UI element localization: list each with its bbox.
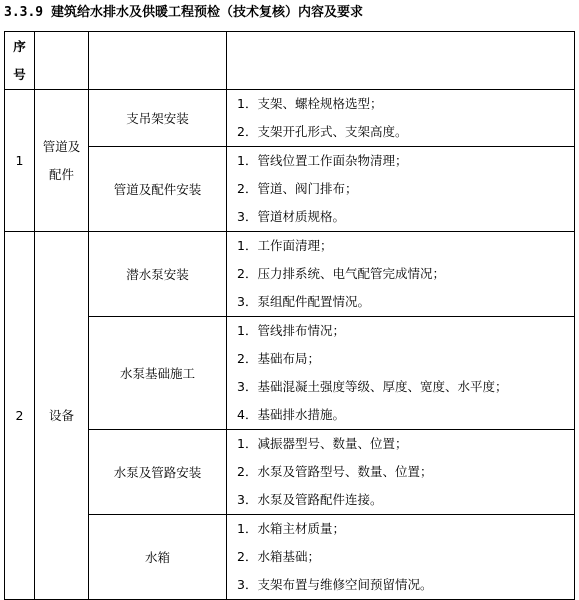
- requirement-line: 3．水泵及管路配件连接。: [237, 492, 383, 507]
- requirements-cell: [227, 147, 575, 232]
- requirement-line: 2．支架开孔形式、支架高度。: [237, 124, 408, 139]
- requirement-line: 2．水泵及管路型号、数量、位置；: [237, 464, 433, 479]
- group-category-cell: [35, 90, 89, 232]
- category-line1: 设备: [48, 407, 74, 423]
- requirements-cell: [227, 317, 575, 430]
- group-number-cell: 1: [5, 90, 35, 232]
- requirements-cell: [227, 430, 575, 515]
- item-name-cell: 水泵及管路安装: [89, 430, 227, 515]
- requirement-line: 3．泵组配件配置情况。: [237, 294, 370, 309]
- table-row: [5, 232, 575, 317]
- requirement-line: 2．水箱基础；: [237, 549, 320, 564]
- inspection-table: [4, 31, 575, 600]
- table-row: [5, 147, 575, 232]
- header-cell-category: [35, 32, 89, 90]
- header-no-line2: 号: [13, 66, 26, 82]
- group-number-cell: 2: [5, 232, 35, 600]
- requirement-line: 1．工作面清理；: [237, 238, 333, 253]
- requirement-line: 1．管线位置工作面杂物清理；: [237, 153, 408, 168]
- requirement-line: 1．减振器型号、数量、位置；: [237, 436, 408, 451]
- item-name-cell: 水箱: [89, 515, 227, 600]
- requirements-cell: [227, 232, 575, 317]
- requirement-line: 3．支架布置与维修空间预留情况。: [237, 577, 433, 592]
- requirements-cell: [227, 515, 575, 600]
- section-heading: 3.3.9 建筑给水排水及供暖工程预检（技术复核）内容及要求: [4, 5, 363, 20]
- category-line1: 管道及: [42, 138, 81, 154]
- item-name-cell: 支吊架安装: [89, 90, 227, 147]
- header-no-line1: 序: [13, 38, 26, 54]
- header-cell-requirements: [227, 32, 575, 90]
- category-line2: 配件: [48, 166, 74, 182]
- header-cell-item: [89, 32, 227, 90]
- item-name-cell: 水泵基础施工: [89, 317, 227, 430]
- requirement-line: 1．支架、螺栓规格选型；: [237, 96, 383, 111]
- requirement-line: 3．管道材质规格。: [237, 209, 345, 224]
- requirement-line: 2．管道、阀门排布；: [237, 181, 358, 196]
- requirement-line: 3．基础混凝土强度等级、厚度、宽度、水平度；: [237, 379, 508, 394]
- requirements-cell: [227, 90, 575, 147]
- requirement-line: 1．水箱主材质量；: [237, 521, 345, 536]
- item-name-cell: 潜水泵安装: [89, 232, 227, 317]
- item-name-cell: 管道及配件安装: [89, 147, 227, 232]
- table-row: [5, 90, 575, 147]
- table-row: [5, 317, 575, 430]
- requirement-line: 2．压力排系统、电气配管完成情况；: [237, 266, 445, 281]
- group-category-cell: [35, 232, 89, 600]
- table-row: [5, 430, 575, 515]
- table-row: [5, 515, 575, 600]
- requirement-line: 4．基础排水措施。: [237, 407, 345, 422]
- header-cell-no: [5, 32, 35, 90]
- requirement-line: 1．管线排布情况；: [237, 323, 345, 338]
- table-header-row: [5, 32, 575, 90]
- requirement-line: 2．基础布局；: [237, 351, 320, 366]
